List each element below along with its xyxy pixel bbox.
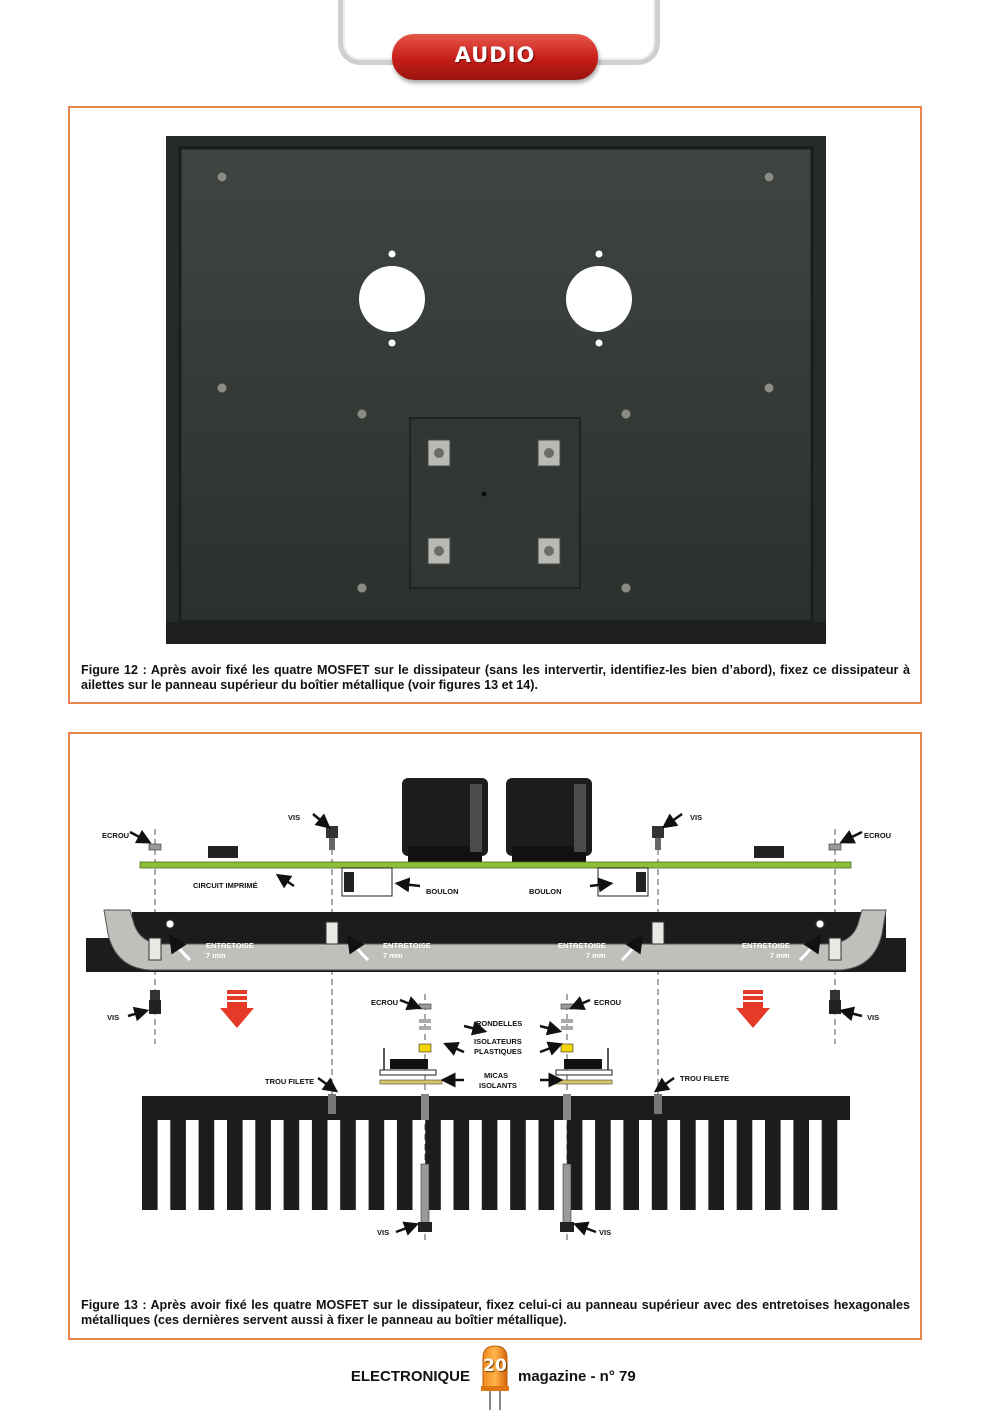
- pcb-board: [140, 862, 851, 868]
- figure-12-caption: Figure 12 : Après avoir fixé les quatre MOSFET sur le dissipateur (sans les intervertir, identifiez-les bien d’abord), fixez ce dissipateur à ailettes sur le panneau supérieur du boîtier métallique (voir figures 13 et 14).: [81, 663, 910, 692]
- label-entretoise-1: ENTRETOISE: [206, 941, 254, 950]
- capacitor-right: [506, 778, 592, 862]
- footer-magazine-name: ELECTRONIQUE: [350, 1368, 470, 1385]
- heatsink-fin: [793, 1120, 809, 1210]
- heatsink-fin: [539, 1120, 555, 1210]
- heatsink-fin: [680, 1120, 696, 1210]
- red-arrow-left: [220, 990, 254, 1028]
- figure-13-caption: Figure 13 : Après avoir fixé les quatre MOSFET sur le dissipateur, fixez celui-ci au panneau supérieur avec des entretoises hexagonales métalliques (ces dernières servent aussi à fixer le panneau au boîtier métallique).: [81, 1298, 910, 1327]
- label-ecrou-left: ECROU: [102, 831, 130, 840]
- mosfet-stack-left: [380, 1004, 442, 1084]
- label-vis-bottom-left: VIS: [377, 1228, 390, 1237]
- heatsink-fin: [708, 1120, 724, 1210]
- section-title: AUDIO: [454, 43, 536, 67]
- label-trou-filete-right: TROU FILETE: [680, 1074, 730, 1083]
- heatsink-fin: [482, 1120, 498, 1210]
- mosfet-stack-right: [550, 1004, 612, 1084]
- label-micas: MICAS: [484, 1071, 509, 1080]
- label-ecrou-center-left: ECROU: [371, 998, 399, 1007]
- heatsink-fin: [369, 1120, 385, 1210]
- label-boulon-left: BOULON: [426, 887, 459, 896]
- heatsink-fin: [170, 1120, 186, 1210]
- capacitor-left: [402, 778, 488, 862]
- label-trou-filete-left: TROU FILETE: [265, 1077, 315, 1086]
- footer-issue: magazine - n° 79: [518, 1368, 636, 1385]
- label-isolants: ISOLANTS: [479, 1081, 517, 1090]
- label-ecrou-right: ECROU: [864, 831, 892, 840]
- heatsink-fin: [737, 1120, 753, 1210]
- heatsink-fin: [652, 1120, 668, 1210]
- heatsink-fin: [340, 1120, 356, 1210]
- led-page-badge: [478, 1344, 512, 1410]
- label-vis-bottom-right: VIS: [599, 1228, 612, 1237]
- label-entretoise-2-size: 7 mm: [383, 951, 403, 960]
- metal-case-photo: [166, 136, 826, 644]
- label-vis-mid-right: VIS: [867, 1013, 880, 1022]
- heatsink-fin: [312, 1120, 328, 1210]
- label-entretoise-3: ENTRETOISE: [558, 941, 606, 950]
- label-circuit-imprime: CIRCUIT IMPRIMÉ: [193, 881, 258, 890]
- heatsink-fin: [510, 1120, 526, 1210]
- label-entretoise-2: ENTRETOISE: [383, 941, 431, 950]
- heatsink-fin: [454, 1120, 470, 1210]
- label-entretoise-3-size: 7 mm: [586, 951, 606, 960]
- label-vis-top-left: VIS: [288, 813, 301, 822]
- heatsink-fin: [142, 1120, 158, 1210]
- label-entretoise-4: ENTRETOISE: [742, 941, 790, 950]
- figure-13-panel: [68, 732, 922, 1340]
- page-number: 20: [483, 1356, 507, 1376]
- heatsink-fin: [199, 1120, 215, 1210]
- heatsink-fin: [765, 1120, 781, 1210]
- heatsink-fin: [255, 1120, 271, 1210]
- label-ecrou-center-right: ECROU: [594, 998, 622, 1007]
- label-entretoise-4-size: 7 mm: [770, 951, 790, 960]
- red-arrow-right: [736, 990, 770, 1028]
- label-rondelles: RONDELLES: [476, 1019, 523, 1028]
- label-entretoise-1-size: 7 mm: [206, 951, 226, 960]
- heatsink: [142, 1094, 850, 1210]
- label-isolateurs: ISOLATEURS: [474, 1037, 522, 1046]
- heatsink-fin: [595, 1120, 611, 1210]
- label-boulon-right: BOULON: [529, 887, 562, 896]
- heatsink-fin: [623, 1120, 639, 1210]
- figure-12-panel: [68, 106, 922, 704]
- label-plastiques: PLASTIQUES: [474, 1047, 522, 1056]
- heatsink-fin: [397, 1120, 413, 1210]
- label-vis-mid-left: VIS: [107, 1013, 120, 1022]
- heatsink-fin: [284, 1120, 300, 1210]
- heatsink-fin: [822, 1120, 838, 1210]
- heatsink-fin: [227, 1120, 243, 1210]
- heatsink-assembly-diagram: [70, 734, 920, 1294]
- label-vis-top-right: VIS: [690, 813, 703, 822]
